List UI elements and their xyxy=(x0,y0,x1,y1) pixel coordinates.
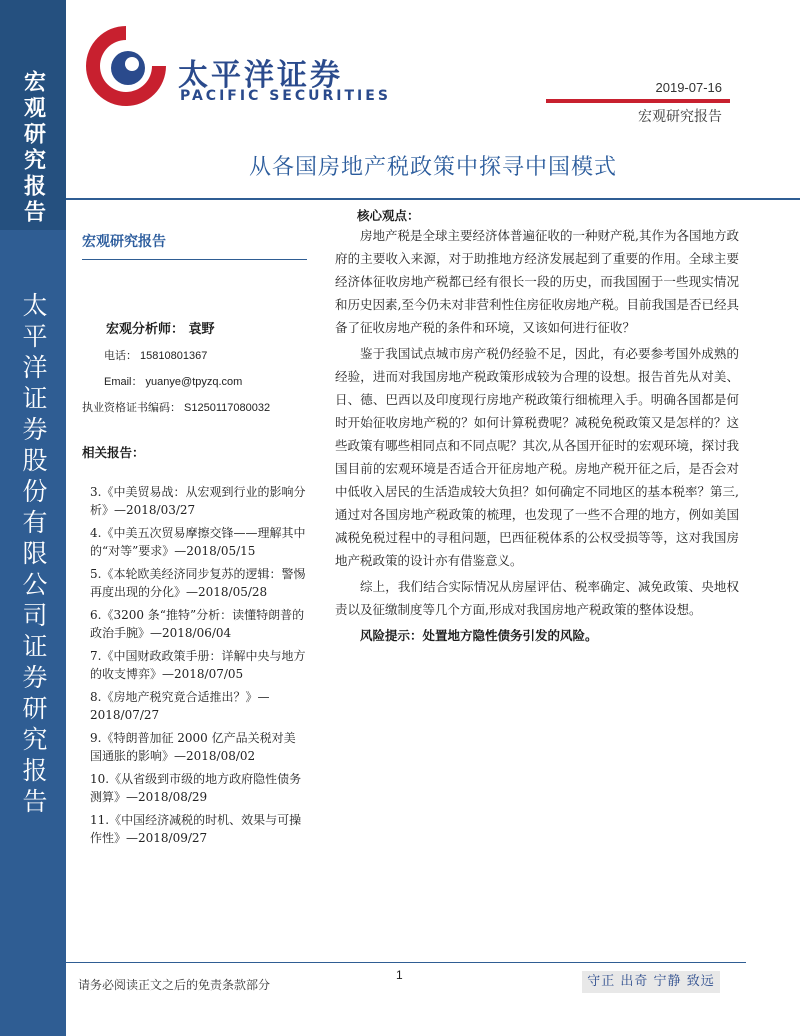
analyst-block xyxy=(82,318,307,415)
related-report-item[interactable]: 4.《中美五次贸易摩擦交锋——理解其中的“对等”要求》—2018/05/15 xyxy=(90,526,306,558)
brand-name-en: PACIFIC SECURITIES xyxy=(180,88,391,104)
report-type: 宏观研究报告 xyxy=(638,109,722,125)
body-paragraph: 综上，我们结合实际情况从房屋评估、税率确定、减免政策、央地权责以及征缴制度等几个方面,形成对我国房地产税政策的整体设想。 xyxy=(335,579,739,617)
left-column xyxy=(82,225,307,852)
analyst-phone: 电话： 15810801367 xyxy=(104,350,208,362)
disclaimer-note: 请务必阅读正文之后的免责条款部分 xyxy=(78,978,271,992)
header-accent-bar xyxy=(546,99,730,103)
related-report-item[interactable]: 3.《中美贸易战：从宏观到行业的影响分析》—2018/03/27 xyxy=(90,485,306,517)
page-title: 从各国房地产税政策中探寻中国模式 xyxy=(248,155,617,180)
related-reports-list xyxy=(82,483,307,847)
side-top-panel xyxy=(0,0,66,230)
body-paragraph: 房地产税是全球主要经济体普遍征收的一种财产税,其作为各国地方政府的主要收入来源，对于助推地方经济发展起到了重要的作用。全球主要经济体征收房地产税都已经有很长一段的历史，而我国囿于一些现实情况和历史因素,至今仍未对非营利性住房征收房地产税。目前我国是否已经具备了征收房地产税的条件和环境，又该如何进行征收？ xyxy=(335,228,739,335)
title-divider xyxy=(66,198,800,200)
page-number: 1 xyxy=(396,968,403,982)
company-motto: 守正 出奇 宁静 致远 xyxy=(582,971,720,993)
body-paragraph: 鉴于我国试点城市房产税仍经验不足，因此，有必要参考国外成熟的经验，进而对我国房地产税政策形成较为合理的设想。报告首先从对美、日、德、巴西以及印度现行房地产税政策行细梳理入手。明确各国都是何时开始征收房地产税的？如何计算税费呢？减税免税政策又是怎样的？这些政策有哪些相同点和不同点呢？其次,从各国开征时的宏观环境，探讨我国目前的宏观环境是否适合开征房地产税。房地产税开征之后，是否会对中低收入居民的生活造成较大负担？如何确定不同地区的基本税率？第三,通过对各国房地产税政策的梳理，也发现了一些不合理的地方，例如美国减税免税过程中的寻租问题，巴西征税体系的公权受损等等，这对我国房地产税政策的设计亦有借鉴意义。 xyxy=(335,346,739,568)
side-report-label: 宏观研究报告 xyxy=(20,70,46,226)
side-company-label-wrap xyxy=(0,292,66,819)
footer-divider xyxy=(66,962,746,963)
related-reports-heading: 相关报告： xyxy=(82,445,145,460)
pacific-securities-logo-icon xyxy=(82,22,170,110)
related-report-item[interactable]: 5.《本轮欧美经济同步复苏的逻辑：警惕再度出现的分化》—2018/05/28 xyxy=(90,567,306,599)
analyst-name: 宏观分析师： 袁野 xyxy=(106,322,215,337)
related-report-item[interactable]: 7.《中国财政政策手册：详解中央与地方的收支博弈》—2018/07/05 xyxy=(90,649,306,681)
right-column xyxy=(335,206,739,647)
analyst-email[interactable]: Email： yuanye@tpyzq.com xyxy=(104,376,243,388)
analyst-license: 执业资格证书编码： S1250117080032 xyxy=(82,402,271,414)
side-company-label: 太平洋证券股份有限公司证券研究报告 xyxy=(19,292,48,819)
related-report-item[interactable]: 6.《3200 条“推特”分析：读懂特朗普的政治手腕》—2018/06/04 xyxy=(90,608,305,640)
brand-name-cn: 太平洋证券 xyxy=(178,58,343,93)
related-report-item[interactable]: 10.《从省级到市级的地方政府隐性债务测算》—2018/08/29 xyxy=(90,772,302,804)
core-views-heading: 核心观点： xyxy=(357,208,420,223)
report-date: 2019-07-16 xyxy=(655,80,722,95)
risk-warning: 风险提示：处置地方隐性债务引发的风险。 xyxy=(360,628,598,643)
related-report-item[interactable]: 8.《房地产税究竟合适推出？》—2018/07/27 xyxy=(90,690,270,722)
related-report-item[interactable]: 11.《中国经济减税的时机、效果与可操作性》—2018/09/27 xyxy=(90,813,302,845)
related-report-item[interactable]: 9.《特朗普加征 2000 亿产品关税对美国通胀的影响》—2018/08/02 xyxy=(90,731,296,763)
left-section-heading: 宏观研究报告 xyxy=(82,225,307,260)
